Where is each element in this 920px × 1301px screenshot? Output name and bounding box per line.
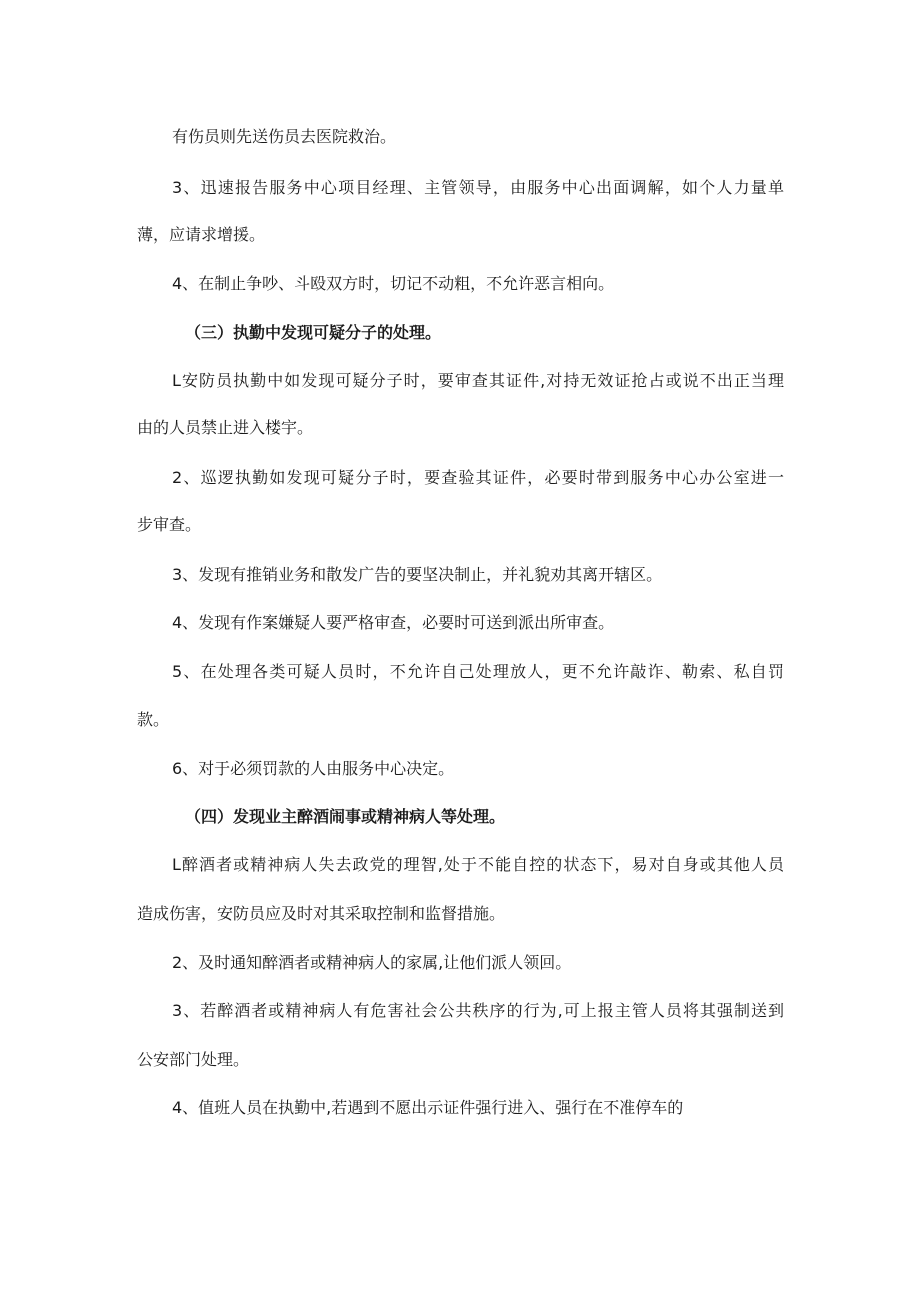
paragraph-line: 有伤员则先送伤员去医院救治。 [172, 127, 397, 146]
paragraph-line: 造成伤害，安防员应及时对其采取控制和监督措施。 [137, 904, 506, 923]
paragraph-line: 2、及时通知醉酒者或精神病人的家属,让他们派人领回。 [172, 953, 572, 972]
paragraph-line: 4、在制止争吵、斗殴双方时，切记不动粗，不允许恶言相向。 [172, 274, 615, 293]
paragraph-line: 由的人员禁止进入楼宇。 [137, 418, 314, 437]
paragraph-line: 3、若醉酒者或精神病人有危害社会公共秩序的行为,可上报主管人员将其强制送到 [172, 1001, 784, 1020]
paragraph-line: 6、对于必须罚款的人由服务中心决定。 [172, 759, 455, 778]
paragraph-line: L安防员执勤中如发现可疑分子时，要审查其证件,对持无效证抢占或说不出正当理 [172, 371, 784, 390]
paragraph-line: 5、在处理各类可疑人员时，不允许自己处理放人，更不允许敲诈、勒索、私自罚 [172, 662, 784, 681]
paragraph-line: L醉酒者或精神病人失去政党的理智,处于不能自控的状态下，易对自身或其他人员 [172, 855, 784, 874]
paragraph-line: 4、值班人员在执勤中,若遇到不愿出示证件强行进入、强行在不准停车的 [172, 1098, 684, 1117]
section-heading: （三）执勤中发现可疑分子的处理。 [185, 323, 442, 342]
paragraph-line: 3、发现有推销业务和散发广告的要坚决制止，并礼貌劝其离开辖区。 [172, 565, 663, 584]
paragraph-line: 3、迅速报告服务中心项目经理、主管领导，由服务中心出面调解，如个人力量单 [172, 178, 784, 197]
paragraph-line: 2、巡逻执勤如发现可疑分子时，要查验其证件，必要时带到服务中心办公室进一 [172, 468, 784, 487]
paragraph-line: 4、发现有作案嫌疑人要严格审查，必要时可送到派出所审查。 [172, 613, 615, 632]
paragraph-line: 公安部门处理。 [137, 1050, 250, 1069]
paragraph-line: 薄，应请求增援。 [137, 225, 266, 244]
paragraph-line: 步审查。 [137, 515, 202, 534]
section-heading: （四）发现业主醉酒闹事或精神病人等处理。 [185, 807, 506, 826]
paragraph-line: 款。 [137, 710, 170, 729]
